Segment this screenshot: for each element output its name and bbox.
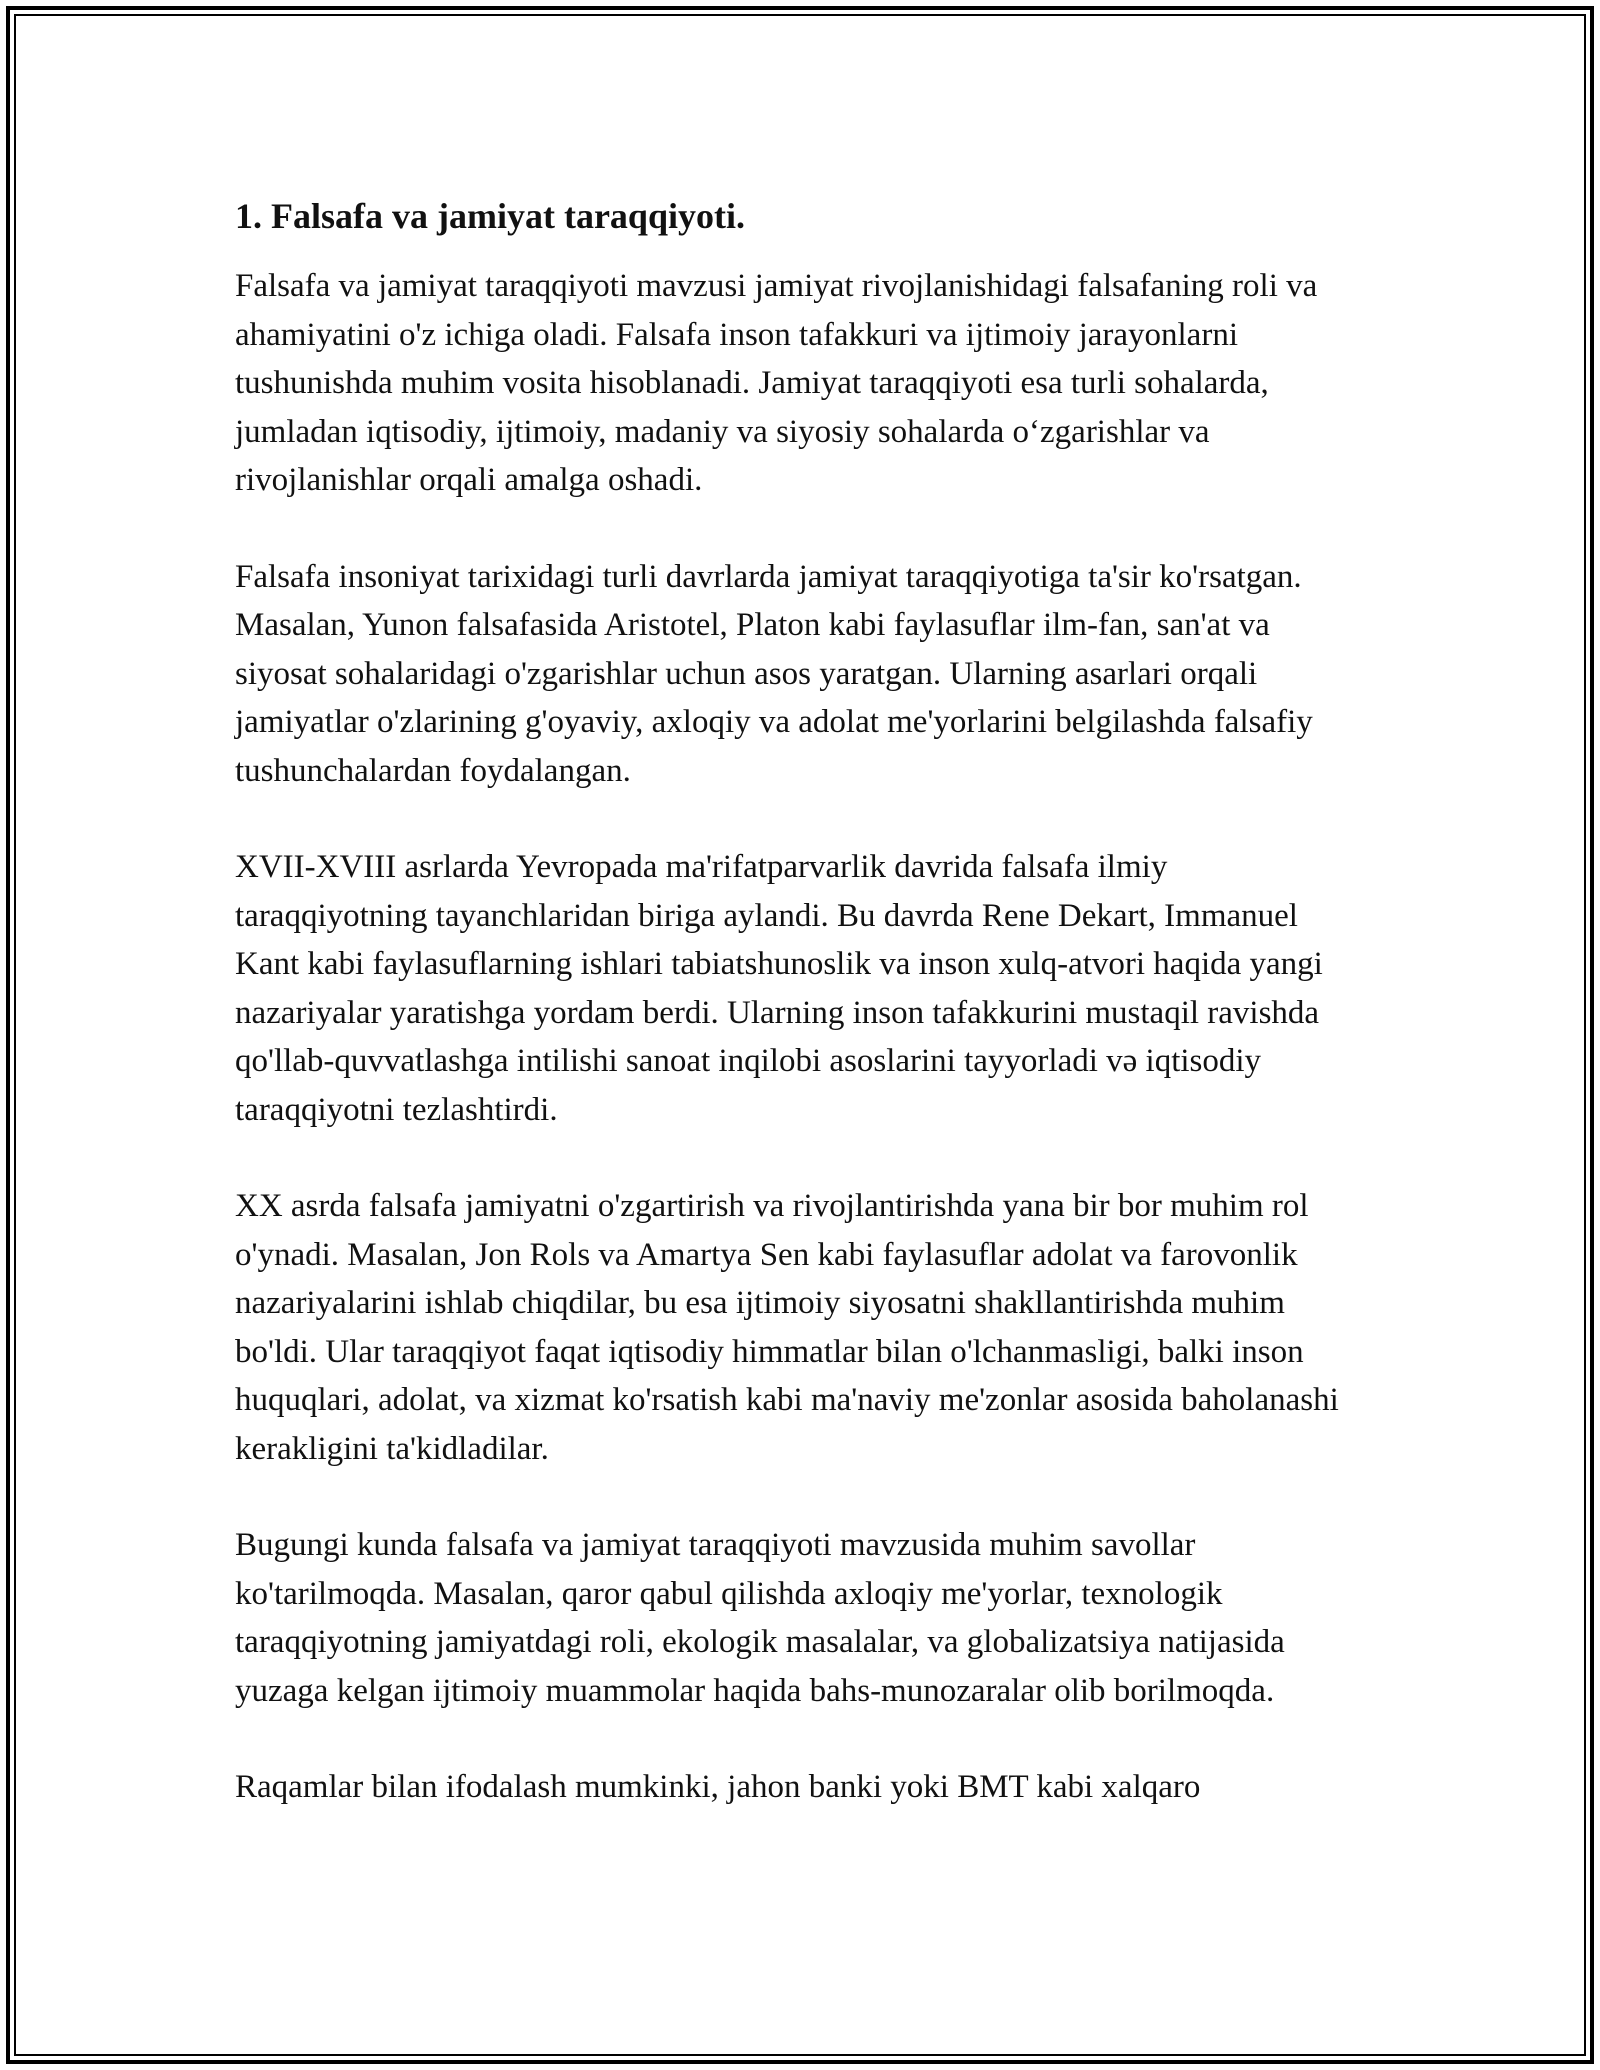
paragraph-2: Falsafa insoniyat tarixidagi turli davrlarda jamiyat taraqqiyotiga ta'sir ko'rsatgan. Masalan, Yunon falsafasida Aristotel, Platon kabi faylasuflar ilm-fan, san'at va siyosat sohalaridagi o'zgarishlar uchun asos yaratgan. Ularning asarlari orqali jamiyatlar o'zlarining g'oyaviy, axloqiy va adolat me'yorlarini belgilashda falsafiy tushunchalardan foydalangan. <box>235 558 1313 789</box>
paragraph-6: Raqamlar bilan ifodalash mumkinki, jahon banki yoki BMT kabi xalqaro <box>235 1769 1201 1805</box>
paragraph-5: Bugungi kunda falsafa va jamiyat taraqqiyoti mavzusida muhim savollar ko'tarilmoqda. Masalan, qaror qabul qilishda axloqiy me'yorlar, texnologik taraqqiyotning jamiyatdagi roli, ekologik masalalar, va globalizatsiya natijasida yuzaga kelgan ijtimoiy muammolar haqida bahs-munozaralar olib borilmoqda. <box>235 1527 1285 1709</box>
paragraph-3: XVII-XVIII asrlarda Yevropada ma'rifatparvarlik davrida falsafa ilmiy taraqqiyotning tayanchlaridan biriga aylandi. Bu davrda Rene Dekart, Immanuel Kant kabi faylasuflarning ishlari tabiatshunoslik va inson xulq-atvori haqida yangi nazariyalar yaratishga yordam berdi. Ularning inson tafakkurini mustaqil ravishda qo'llab-quvvatlashga intilishi sanoat inqilobi asoslarini tayyorladi və iqtisodiy taraqqiyotni tezlashtirdi. <box>235 849 1323 1128</box>
paragraph-1: Falsafa va jamiyat taraqqiyoti mavzusi jamiyat rivojlanishidagi falsafaning roli va ahamiyatini o'z ichiga oladi. Falsafa inson tafakkuri va ijtimoiy jarayonlarni tushunishda muhim vosita hisoblanadi. Jamiyat taraqqiyoti esa turli sohalarda, jumladan iqtisodiy, ijtimoiy, madaniy va siyosiy sohalarda o‘zgarishlar va rivojlanishlar orqali amalga oshadi. <box>235 268 1318 498</box>
paragraph-4: XX asrda falsafa jamiyatni o'zgartirish va rivojlantirishda yana bir bor muhim rol o'ynadi. Masalan, Jon Rols va Amartya Sen kabi faylasuflar adolat va farovonlik nazariyalarini ishlab chiqdilar, bu esa ijtimoiy siyosatni shakllantirishda muhim bo'ldi. Ular taraqqiyot faqat iqtisodiy himmatlar bilan o'lchanmasligi, balki inson huquqlari, adolat, va xizmat ko'rsatish kabi ma'naviy me'zonlar asosida baholanashi kerakligini ta'kidladilar. <box>235 1188 1339 1467</box>
section-heading: 1. Falsafa va jamiyat taraqqiyoti. <box>235 196 745 236</box>
document-body <box>235 190 1365 1860</box>
